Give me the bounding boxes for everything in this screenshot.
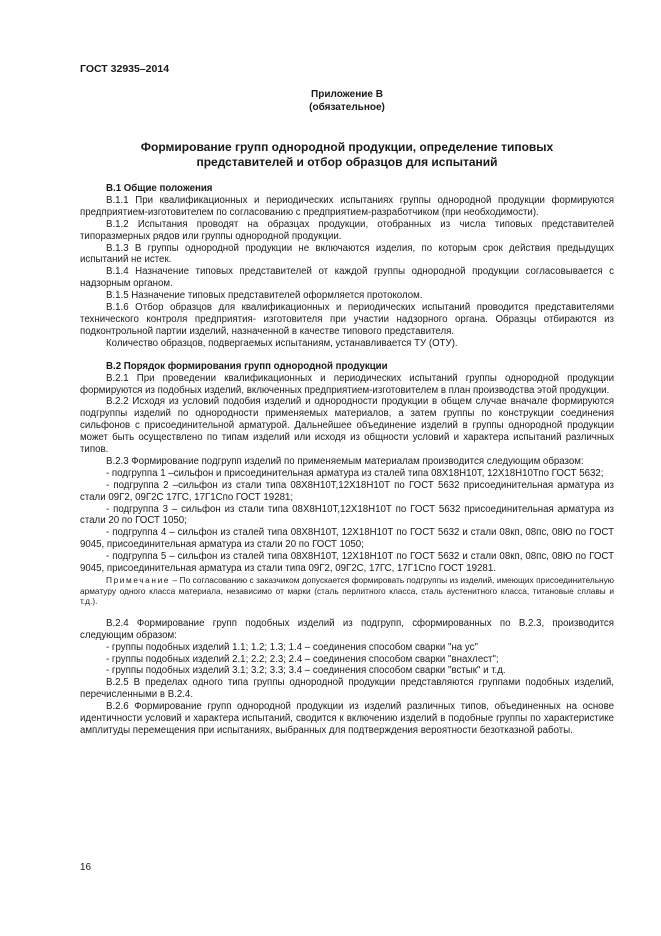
appendix-status: (обязательное) (309, 102, 385, 113)
paragraph: В.2.2 Исходя из условий подобия изделий и однородности продукции в общем случае вначале формируются подгруппы изделий по однородности применяемых материалов, а затем группы по конструкции соединения сильфонов с присоединительной арматурой. Дальнейшее объединение изделий в группы однородной продукции может быть осуществлено по типам изделий или исходя из общности условий и характера испытаний различных типов. (80, 396, 614, 456)
note-text: – По согласованию с заказчиком допускается формировать подгруппы из изделий, имеющих присоединительную арматуру одного класса материала, независимо от марки (сталь перлитного класса, сталь аустенитного класса, титановые сплавы и т.д.). (80, 575, 614, 607)
list-item: - подгруппа 5 – сильфон из сталей типа 08Х8Н10Т, 12Х18Н10Т по ГОСТ 5632 и стали 08кп, 08пс, 08Ю по ГОСТ 9045, присоединительная арматура из стали типа 09Г2, 09Г2С, 17ГС, 17Г1Спо ГОСТ 19281. (80, 551, 614, 575)
section-heading-b2: В.2 Порядок формирования групп однородной продукции (106, 360, 388, 372)
paragraph: В.2.3 Формирование подгрупп изделий по применяемым материалам производится следующим образом: (106, 455, 584, 467)
paragraph: В.2.1 При проведении квалификационных и периодических испытаний группы однородной продукции формируются из подобных изделий, включенных предприятием-изготовителем в план производства этой продукции. (80, 372, 614, 396)
list-item: - подгруппа 2 –сильфон из стали типа 08Х8Н10Т,12Х18Н10Т по ГОСТ 5632 присоединительная арматура из стали 09Г2, 09Г2С 17ГС, 17Г1Спо ГОСТ 19281; (80, 479, 614, 503)
heading-line-1: Формирование групп однородной продукции, определение типовых (140, 140, 554, 154)
list-item: - группы подобных изделий 1.1; 1.2; 1.3; 1.4 – соединения способом сварки "на ус" (106, 641, 478, 653)
paragraph: Количество образцов, подвергаемых испытаниям, устанавливается ТУ (ОТУ). (106, 337, 458, 349)
heading-line-2: представителей и отбор образцов для испытаний (196, 155, 498, 169)
list-item: - подгруппа 4 – сильфон из сталей типа 08Х8Н10Т, 12Х18Н10Т по ГОСТ 5632 и стали 08кп, 08пс, 08Ю по ГОСТ 9045, присоединительная арматура из стали 20 по ГОСТ 1050; (80, 527, 614, 551)
list-item: - группы подобных изделий 2.1; 2.2; 2.3; 2.4 – соединения способом сварки "внахлест"; (106, 653, 499, 665)
document-code: ГОСТ 32935–2014 (80, 63, 170, 75)
appendix-heading (80, 140, 614, 170)
note (80, 575, 614, 607)
paragraph: В.1.1 При квалификационных и периодических испытаниях группы однородной продукции формируются предприятием-изготовителем по согласованию с предприятием-разработчиком (при необходимости). (80, 194, 614, 218)
appendix-label (80, 88, 614, 114)
document-body (80, 183, 614, 737)
list-item: - подгруппа 3 – сильфон из стали типа 08Х8Н10Т,12Х18Н10Т по ГОСТ 5632 присоединительная арматура из стали 20 по ГОСТ 1050; (80, 503, 614, 527)
list-item: - подгруппа 1 –сильфон и присоединительная арматура из сталей типа 08Х18Н10Т, 12Х18Н10Тпо ГОСТ 5632; (106, 467, 604, 479)
note-label: Примечание (106, 575, 171, 585)
page-number: 16 (80, 862, 92, 873)
appendix-title: Приложение В (311, 89, 383, 100)
paragraph: В.2.4 Формирование групп подобных изделий из подгрупп, сформированных по В.2.3, производится следующим образом: (80, 617, 614, 641)
paragraph: В.1.6 Отбор образцов для квалификационных и периодических испытаний проводится представителями технического контроля предприятия- изготовителя при участии надзорного органа. Образцы отбираются из подконтрольной партии изделий, назначенной в качестве типового представителя. (80, 302, 614, 337)
paragraph: В.1.2 Испытания проводят на образцах продукции, отобранных из числа типовых представителей типоразмерных рядов или группы однородной продукции. (80, 218, 614, 242)
paragraph: В.1.5 Назначение типовых представителей оформляется протоколом. (106, 290, 423, 302)
section-heading-b1: В.1 Общие положения (106, 183, 213, 194)
list-item: - группы подобных изделий 3.1; 3.2; 3.3; 3.4 – соединения способом сварки "встык" и т.д. (106, 665, 506, 677)
paragraph: В.2.5 В пределах одного типа группы однородной продукции представляются группами подобных изделий, перечисленными в В.2.4. (80, 677, 614, 701)
paragraph: В.1.3 В группы однородной продукции не включаются изделия, по которым срок действия предыдущих испытаний не истек. (80, 242, 614, 266)
paragraph: В.2.6 Формирование групп однородной продукции из изделий различных типов, объединенных на основе идентичности условий и характера испытаний, сводится к включению изделий в подобные группы по характеристике амплитуды перемещения при испытаниях, выбранных для подтверждения вероятности безотказной работы. (80, 701, 614, 736)
paragraph: В.1.4 Назначение типовых представителей от каждой группы однородной продукции согласовывается с надзорным органом. (80, 266, 614, 290)
